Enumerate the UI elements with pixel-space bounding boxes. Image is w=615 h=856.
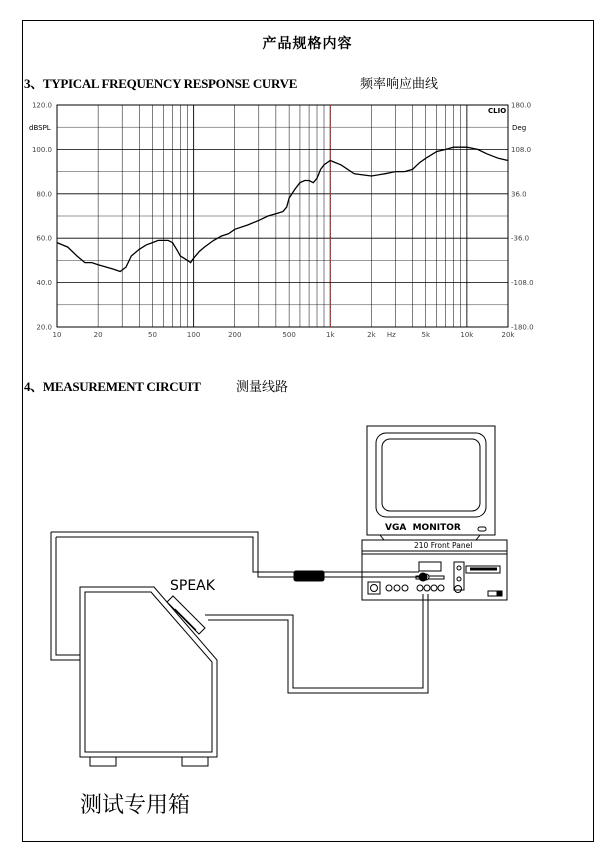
page-title: 产品规格内容	[262, 36, 353, 52]
x-tick-label: 50	[148, 331, 157, 339]
chart-brand: CLIO	[488, 107, 507, 115]
test-box	[80, 587, 217, 766]
measurement-circuit-diagram	[0, 400, 615, 840]
x-tick-label: 20k	[501, 331, 515, 339]
y-tick-label-right: -108.0	[511, 279, 534, 288]
y-tick-label-left: 20.0	[36, 323, 52, 332]
section3-heading-cn: 频率响应曲线	[360, 77, 439, 92]
y-tick-label-right: 36.0	[511, 190, 527, 199]
x-tick-label: 10	[52, 331, 62, 339]
x-tick-label: 100	[186, 331, 201, 339]
y-tick-label-right: -180.0	[511, 323, 534, 332]
speaker-cable	[205, 594, 428, 693]
y-tick-label-right: 180.0	[511, 101, 532, 110]
section4-heading: 4、MEASUREMENT CIRCUIT	[24, 379, 201, 394]
x-tick-label: 500	[282, 331, 296, 339]
x-tick-label: 2k	[367, 331, 376, 339]
x-tick-label: 20	[93, 331, 103, 339]
y-tick-label-left: 120.0	[31, 101, 52, 110]
x-tick-label: 200	[228, 331, 242, 339]
frequency-response-chart	[0, 95, 615, 345]
y-tick-label-right: 108.0	[511, 145, 532, 154]
y-tick-label-left: 100.0	[31, 145, 52, 154]
y-tick-label-left: 40.0	[36, 279, 52, 288]
y-axis-label-right: Deg	[512, 124, 527, 132]
section3-heading: 3、TYPICAL FREQUENCY RESPONSE CURVE	[24, 76, 298, 91]
monitor-label: VGA MONITOR	[385, 523, 461, 533]
section4-heading-cn: 测量线路	[236, 380, 289, 395]
y-tick-label-right: -36.0	[511, 234, 530, 243]
x-tick-label: 10k	[460, 331, 474, 339]
y-tick-label-left: 80.0	[36, 190, 52, 199]
panel-label: 210 Front Panel	[414, 541, 473, 550]
x-tick-label: 5k	[421, 331, 431, 339]
x-tick-label: 1k	[325, 331, 335, 339]
y-axis-label-left: dBSPL	[29, 124, 51, 132]
speaker-label: SPEAK	[170, 578, 215, 594]
x-tick-label: Hz	[386, 331, 396, 339]
mic-jack	[419, 573, 427, 581]
test-box-label: 测试专用箱	[80, 793, 191, 818]
y-tick-label-left: 60.0	[36, 234, 52, 243]
